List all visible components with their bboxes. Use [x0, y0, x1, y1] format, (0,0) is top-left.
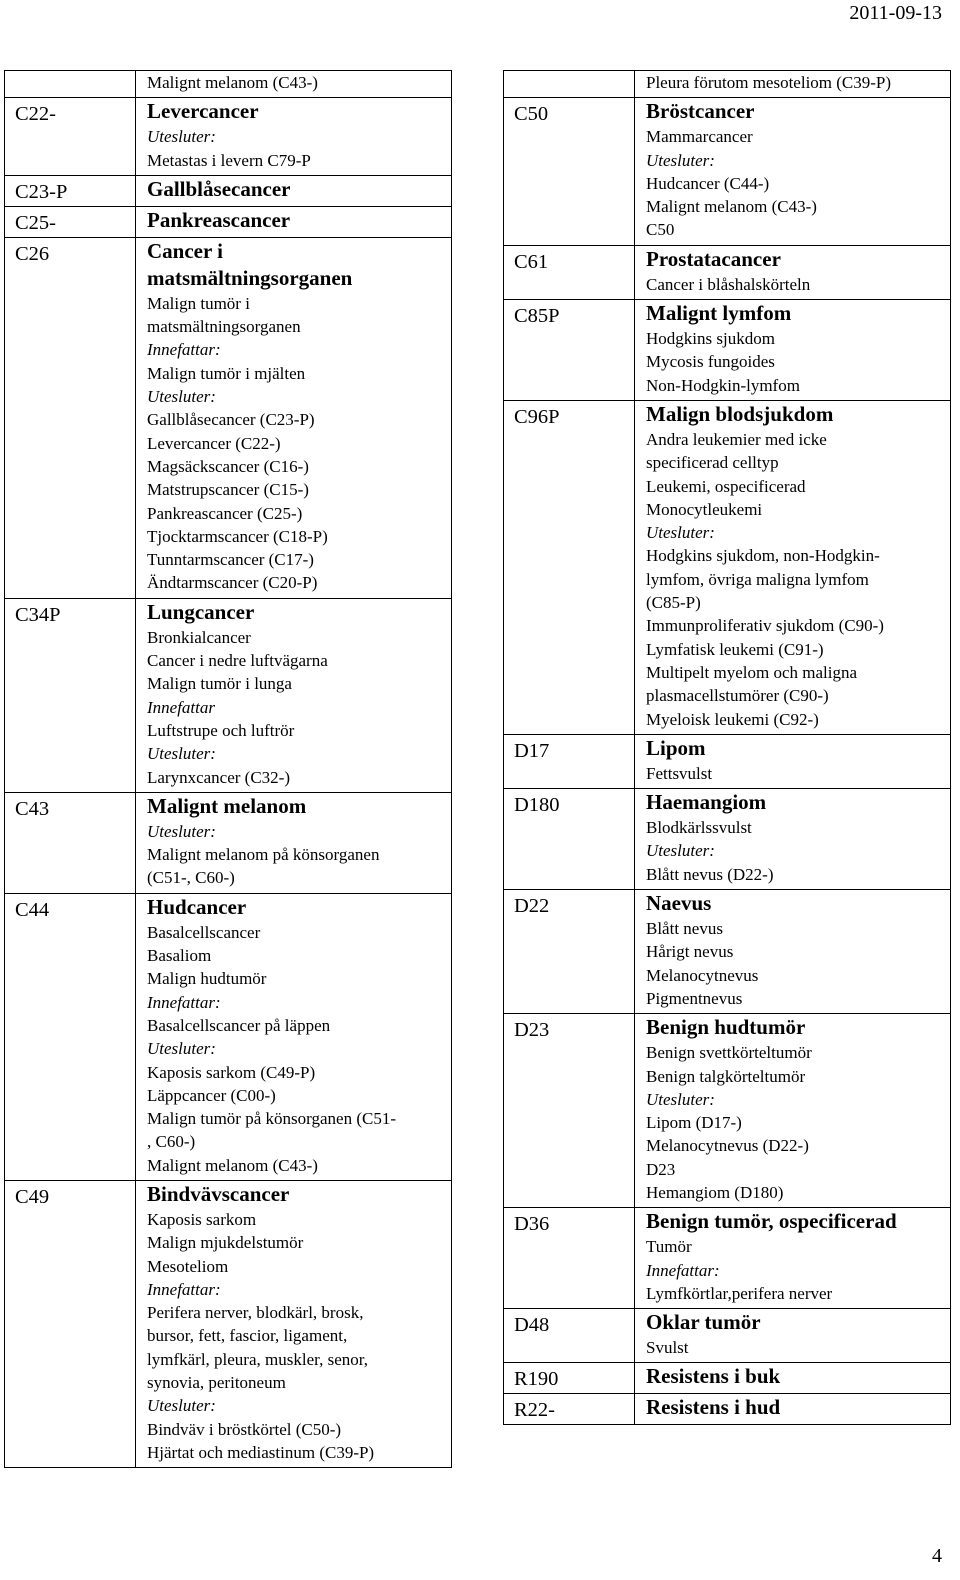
description-line: Ändtarmscancer (C20-P)	[147, 573, 318, 593]
diagnosis-heading: Naevus	[646, 891, 712, 916]
diagnosis-heading: Malign blodsjukdom	[646, 401, 834, 426]
diagnosis-code: C85P	[504, 300, 635, 401]
description-line: Larynxcancer (C32-)	[147, 767, 291, 787]
description-line: Pigmentnevus	[646, 988, 743, 1008]
diagnosis-heading: Benign tumör, ospecificerad	[646, 1209, 897, 1234]
description-line: Gallblåsecancer (C23-P)	[147, 410, 315, 430]
diagnosis-row	[504, 245, 951, 299]
qualifier-label: Utesluter:	[147, 127, 216, 147]
description-line: Levercancer (C22-)	[147, 433, 281, 453]
description-line: Malign tumör i	[147, 293, 250, 313]
description-line: Multipelt myelom och maligna	[646, 662, 858, 682]
diagnosis-code: C49	[5, 1180, 136, 1467]
diagnosis-heading: Bröstcancer	[646, 99, 755, 124]
diagnosis-row	[504, 300, 951, 401]
description-line: Mammarcancer	[646, 127, 753, 147]
diagnosis-row	[504, 1014, 951, 1208]
diagnosis-code: D23	[504, 1014, 635, 1208]
diagnosis-row	[5, 206, 452, 237]
diagnosis-row	[5, 598, 452, 792]
description-line: (C85-P)	[646, 593, 701, 613]
description-line: Malign tumör i lunga	[147, 674, 292, 694]
diagnosis-code: C96P	[504, 400, 635, 734]
diagnosis-code: C22-	[5, 98, 136, 176]
description-line: Hudcancer (C44-)	[646, 173, 770, 193]
description-line: Cancer i nedre luftvägarna	[147, 651, 328, 671]
description-line: Fettsvulst	[646, 763, 713, 783]
diagnosis-row	[5, 237, 452, 598]
diagnosis-description	[635, 789, 951, 890]
description-line: Hodgkins sjukdom, non-Hodgkin-	[646, 546, 880, 566]
qualifier-label: Innefattar:	[646, 1260, 720, 1280]
description-line: Läppcancer (C00-)	[147, 1085, 276, 1105]
description-line: Hjärtat och mediastinum (C39-P)	[147, 1442, 375, 1462]
qualifier-label: Utesluter:	[646, 1089, 715, 1109]
description-line: Perifera nerver, blodkärl, brosk,	[147, 1303, 364, 1323]
diagnosis-row	[504, 1309, 951, 1363]
diagnosis-row	[504, 98, 951, 245]
diagnosis-row	[5, 175, 452, 206]
diagnosis-code: C50	[504, 98, 635, 245]
description-line: Malignt melanom (C43-)	[646, 197, 817, 217]
diagnosis-description	[136, 237, 452, 598]
diagnosis-description	[136, 598, 452, 792]
diagnosis-heading: Resistens i buk	[646, 1364, 781, 1389]
diagnosis-code: C25-	[5, 206, 136, 237]
page-number: 4	[932, 1545, 942, 1567]
diagnosis-description	[635, 71, 951, 98]
left-diagnosis-table	[4, 70, 452, 1468]
description-line: Lipom (D17-)	[646, 1113, 742, 1133]
diagnosis-description	[136, 98, 452, 176]
diagnosis-heading: Gallblåsecancer	[147, 176, 291, 201]
diagnosis-description	[635, 300, 951, 401]
description-line: Monocytleukemi	[646, 499, 763, 519]
description-line: Hårigt nevus	[646, 942, 734, 962]
diagnosis-row	[504, 789, 951, 890]
description-line: Malignt melanom (C43-)	[147, 1155, 318, 1175]
description-line: bursor, fett, fascior, ligament,	[147, 1326, 348, 1346]
description-line: Kaposis sarkom (C49-P)	[147, 1062, 316, 1082]
diagnosis-heading: Lungcancer	[147, 599, 255, 624]
qualifier-label: Utesluter:	[147, 1396, 216, 1416]
diagnosis-description	[136, 206, 452, 237]
description-line: Benign talgkörteltumör	[646, 1066, 806, 1086]
description-line: Blodkärlssvulst	[646, 818, 752, 838]
description-line: Blått nevus (D22-)	[646, 864, 774, 884]
description-line: Leukemi, ospecificerad	[646, 476, 806, 496]
diagnosis-heading: Lipom	[646, 735, 706, 760]
qualifier-label: Utesluter:	[147, 387, 216, 407]
diagnosis-heading: Haemangiom	[646, 790, 767, 815]
diagnosis-heading: matsmältningsorganen	[147, 265, 353, 290]
diagnosis-code: D36	[504, 1208, 635, 1309]
diagnosis-heading: Oklar tumör	[646, 1310, 761, 1335]
description-line: lymfom, övriga maligna lymfom	[646, 569, 869, 589]
diagnosis-code	[5, 71, 136, 98]
qualifier-label: Utesluter:	[646, 523, 715, 543]
diagnosis-description	[136, 175, 452, 206]
diagnosis-row	[504, 71, 951, 98]
diagnosis-description	[136, 792, 452, 893]
qualifier-label: Innefattar:	[147, 340, 221, 360]
diagnosis-code: R22-	[504, 1394, 635, 1425]
diagnosis-description	[136, 1180, 452, 1467]
diagnosis-code: D17	[504, 734, 635, 788]
diagnosis-code: D48	[504, 1309, 635, 1363]
description-line: Malign tumör på könsorganen (C51-	[147, 1109, 396, 1129]
description-line: Melanocytnevus	[646, 965, 759, 985]
qualifier-label: Innefattar	[147, 697, 215, 717]
description-line: Melanocytnevus (D22-)	[646, 1136, 809, 1156]
diagnosis-code: C26	[5, 237, 136, 598]
diagnosis-description	[635, 400, 951, 734]
diagnosis-description	[635, 1394, 951, 1425]
diagnosis-description	[635, 734, 951, 788]
diagnosis-row	[504, 734, 951, 788]
diagnosis-row	[504, 890, 951, 1014]
description-line: Luftstrupe och luftrör	[147, 720, 295, 740]
description-line: Pleura förutom mesoteliom (C39-P)	[646, 73, 892, 92]
diagnosis-code: C61	[504, 245, 635, 299]
diagnosis-code: D180	[504, 789, 635, 890]
diagnosis-description	[635, 890, 951, 1014]
description-line: lymfkärl, pleura, muskler, senor,	[147, 1349, 368, 1369]
description-line: D23	[646, 1159, 676, 1179]
description-line: Basalcellscancer	[147, 922, 261, 942]
diagnosis-code: D22	[504, 890, 635, 1014]
qualifier-label: Innefattar:	[147, 1279, 221, 1299]
diagnosis-row	[504, 1394, 951, 1425]
description-line: Cancer i blåshalskörteln	[646, 274, 811, 294]
diagnosis-row	[5, 98, 452, 176]
qualifier-label: Utesluter:	[147, 1039, 216, 1059]
qualifier-label: Utesluter:	[147, 821, 216, 841]
description-line: Malign mjukdelstumör	[147, 1233, 304, 1253]
diagnosis-heading: Malignt melanom	[147, 793, 307, 818]
diagnosis-description	[136, 71, 452, 98]
description-line: specificerad celltyp	[646, 453, 779, 473]
description-line: Malignt melanom på könsorganen	[147, 845, 380, 865]
description-line: Blått nevus	[646, 919, 723, 939]
diagnosis-row	[504, 1363, 951, 1394]
diagnosis-row	[504, 400, 951, 734]
diagnosis-code	[504, 71, 635, 98]
left-table-body	[5, 71, 452, 1468]
diagnosis-description	[635, 98, 951, 245]
document-date: 2011-09-13	[849, 2, 942, 24]
description-line: Tumör	[646, 1237, 692, 1257]
description-line: Malignt melanom (C43-)	[147, 73, 318, 92]
description-line: Malign tumör i mjälten	[147, 363, 306, 383]
diagnosis-code: C34P	[5, 598, 136, 792]
diagnosis-heading: Bindvävscancer	[147, 1181, 290, 1206]
right-diagnosis-table	[503, 70, 951, 1425]
description-line: Mesoteliom	[147, 1256, 229, 1276]
diagnosis-heading: Prostatacancer	[646, 246, 781, 271]
description-line: Malign hudtumör	[147, 969, 267, 989]
description-line: , C60-)	[147, 1132, 196, 1152]
description-line: Tjocktarmscancer (C18-P)	[147, 526, 328, 546]
qualifier-label: Utesluter:	[646, 841, 715, 861]
description-line: Andra leukemier med icke	[646, 429, 827, 449]
description-line: Hodgkins sjukdom	[646, 329, 775, 349]
description-line: Matstrupscancer (C15-)	[147, 480, 309, 500]
diagnosis-row	[5, 1180, 452, 1467]
description-line: Basaliom	[147, 946, 212, 966]
description-line: Bronkialcancer	[147, 627, 251, 647]
diagnosis-description	[635, 1014, 951, 1208]
description-line: Mycosis fungoides	[646, 352, 775, 372]
description-line: Benign svettkörteltumör	[646, 1043, 812, 1063]
description-line: Svulst	[646, 1338, 689, 1358]
description-line: Immunproliferativ sjukdom (C90-)	[646, 616, 884, 636]
diagnosis-description	[635, 1309, 951, 1363]
description-line: Lymfatisk leukemi (C91-)	[646, 639, 824, 659]
description-line: Metastas i levern C79-P	[147, 150, 311, 170]
description-line: Myeloisk leukemi (C92-)	[646, 709, 819, 729]
description-line: (C51-, C60-)	[147, 868, 235, 888]
diagnosis-heading: Resistens i hud	[646, 1395, 781, 1420]
description-line: Kaposis sarkom	[147, 1209, 257, 1229]
description-line: Magsäckscancer (C16-)	[147, 456, 309, 476]
diagnosis-description	[635, 1208, 951, 1309]
diagnosis-row	[5, 792, 452, 893]
description-line: synovia, peritoneum	[147, 1373, 286, 1393]
diagnosis-heading: Hudcancer	[147, 894, 247, 919]
diagnosis-description	[136, 893, 452, 1180]
qualifier-label: Utesluter:	[147, 744, 216, 764]
description-line: plasmacellstumörer (C90-)	[646, 686, 829, 706]
diagnosis-code: C44	[5, 893, 136, 1180]
qualifier-label: Utesluter:	[646, 150, 715, 170]
diagnosis-heading: Benign hudtumör	[646, 1015, 806, 1040]
description-line: Pankreascancer (C25-)	[147, 503, 303, 523]
qualifier-label: Innefattar:	[147, 992, 221, 1012]
diagnosis-description	[635, 245, 951, 299]
diagnosis-heading: Levercancer	[147, 99, 259, 124]
diagnosis-code: C23-P	[5, 175, 136, 206]
description-line: Bindväv i bröstkörtel (C50-)	[147, 1419, 342, 1439]
description-line: Tunntarmscancer (C17-)	[147, 550, 314, 570]
description-line: Lymfkörtlar,perifera nerver	[646, 1283, 833, 1303]
description-line: matsmältningsorganen	[147, 317, 301, 337]
right-table-body	[504, 71, 951, 1425]
diagnosis-code: C43	[5, 792, 136, 893]
description-line: C50	[646, 220, 675, 240]
description-line: Basalcellscancer på läppen	[147, 1015, 331, 1035]
description-line: Non-Hodgkin-lymfom	[646, 375, 800, 395]
diagnosis-code: R190	[504, 1363, 635, 1394]
diagnosis-row	[5, 71, 452, 98]
diagnosis-heading: Pankreascancer	[147, 207, 291, 232]
description-line: Hemangiom (D180)	[646, 1182, 784, 1202]
diagnosis-heading: Cancer i	[147, 238, 224, 263]
diagnosis-description	[635, 1363, 951, 1394]
diagnosis-row	[504, 1208, 951, 1309]
diagnosis-heading: Malignt lymfom	[646, 301, 792, 326]
diagnosis-row	[5, 893, 452, 1180]
